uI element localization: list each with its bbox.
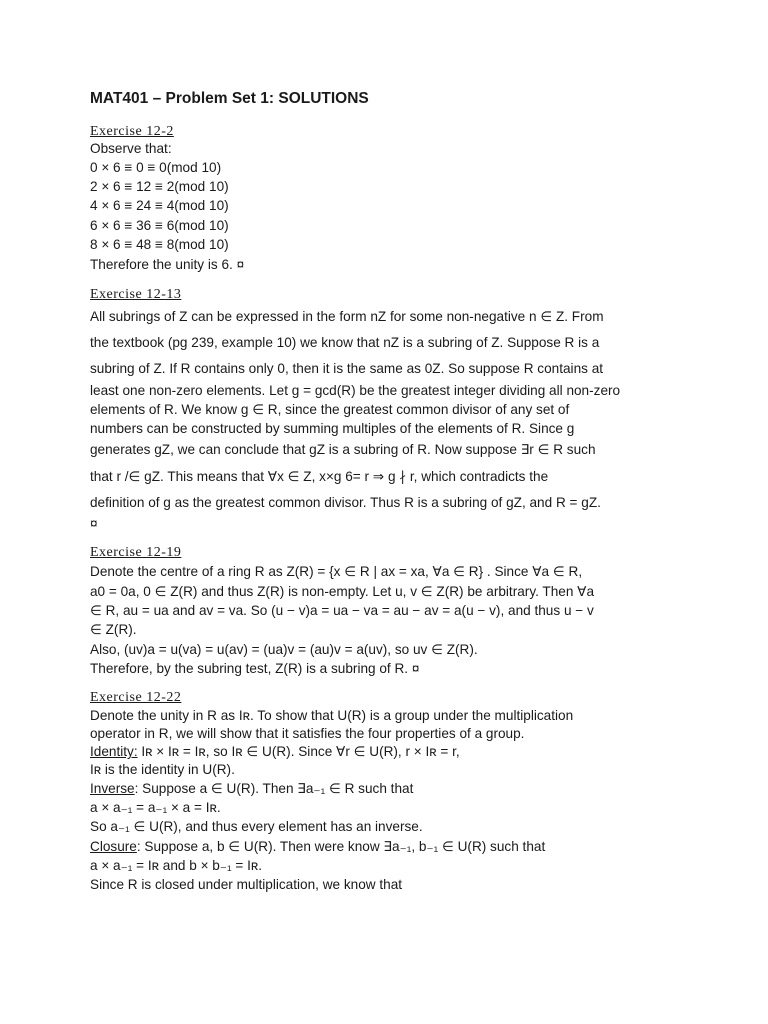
text-line: Iʀ is the identity in U(R). [90, 762, 235, 777]
closure-line [90, 838, 545, 856]
text-line: 0 × 6 ≡ 0 ≡ 0(mod 10) [90, 160, 222, 175]
text-line: ∈ R, au = ua and av = va. So (u − v)a = ua − va = au − av = a(u − v), and thus u − v [90, 603, 594, 618]
text-line: generates gZ, we can conclude that gZ is a subring of R. Now suppose ∃r ∈ R such [90, 442, 596, 457]
inverse-label: Inverse [90, 781, 135, 796]
exercise-heading: Exercise 12-19 [90, 545, 182, 560]
exercise-heading: Exercise 12-2 [90, 124, 174, 139]
text-line: All subrings of Z can be expressed in the form nZ for some non-negative n ∈ Z. From [90, 309, 604, 324]
text-line: Denote the centre of a ring R as Z(R) = {x ∈ R | ax = xa, ∀a ∈ R} . Since ∀a ∈ R, [90, 564, 583, 579]
text-line: definition of g as the greatest common divisor. Thus R is a subring of gZ, and R = gZ. [90, 495, 601, 510]
text-line: a × a₋₁ = a₋₁ × a = Iʀ. [90, 800, 221, 815]
text-line: Also, (uv)a = u(va) = u(av) = (ua)v = (au)v = a(uv), so uv ∈ Z(R). [90, 642, 478, 657]
text-line: operator in R, we will show that it satisfies the four properties of a group. [90, 726, 525, 741]
text-line: 2 × 6 ≡ 12 ≡ 2(mod 10) [90, 179, 229, 194]
text-line: least one non-zero elements. Let g = gcd(R) be the greatest integer dividing all non-zero [90, 383, 621, 398]
text-line: So a₋₁ ∈ U(R), and thus every element has an inverse. [90, 819, 423, 834]
text-line: 6 × 6 ≡ 36 ≡ 6(mod 10) [90, 218, 229, 233]
text-line: numbers can be constructed by summing multiples of the elements of R. Since g [90, 421, 575, 436]
text-line: elements of R. We know g ∈ R, since the greatest common divisor of any set of [90, 402, 570, 417]
text-line: a × a₋₁ = Iʀ and b × b₋₁ = Iʀ. [90, 858, 263, 873]
identity-text: Iʀ × Iʀ = Iʀ, so Iʀ ∈ U(R). Since ∀r ∈ U(R), r × Iʀ = r, [137, 744, 460, 759]
exercise-heading: Exercise 12-13 [90, 287, 182, 302]
closure-label: Closure [90, 839, 137, 854]
text-line: that r /∈ gZ. This means that ∀x ∈ Z, x×g 6= r ⇒ g ∤ r, which contradicts the [90, 469, 549, 484]
text-line: the textbook (pg 239, example 10) we know that nZ is a subring of Z. Suppose R is a [90, 335, 600, 350]
inverse-text: : Suppose a ∈ U(R). Then ∃a₋₁ ∈ R such that [134, 781, 414, 796]
exercise-heading: Exercise 12-22 [90, 690, 182, 705]
text-line: 4 × 6 ≡ 24 ≡ 4(mod 10) [90, 198, 229, 213]
text-line: ¤ [90, 516, 98, 531]
text-line: Denote the unity in R as Iʀ. To show that U(R) is a group under the multiplication [90, 708, 574, 723]
text-line: Since R is closed under multiplication, we know that [90, 877, 403, 892]
inverse-line [90, 780, 413, 798]
text-line: a0 = 0a, 0 ∈ Z(R) and thus Z(R) is non-empty. Let u, v ∈ Z(R) be arbitrary. Then ∀a [90, 584, 595, 599]
text-line: 8 × 6 ≡ 48 ≡ 8(mod 10) [90, 237, 229, 252]
text-line: Observe that: [90, 141, 172, 156]
text-line: Therefore the unity is 6. ¤ [90, 257, 245, 272]
page-title: MAT401 – Problem Set 1: SOLUTIONS [90, 90, 369, 107]
text-line: Therefore, by the subring test, Z(R) is a subring of R. ¤ [90, 661, 420, 676]
text-line: ∈ Z(R). [90, 622, 137, 637]
identity-label: Identity: [90, 744, 138, 759]
identity-line [90, 743, 460, 761]
closure-text: : Suppose a, b ∈ U(R). Then were know ∃a₋₁, b₋₁ ∈ U(R) such that [136, 839, 546, 854]
text-line: subring of Z. If R contains only 0, then it is the same as 0Z. So suppose R contains at [90, 361, 604, 376]
